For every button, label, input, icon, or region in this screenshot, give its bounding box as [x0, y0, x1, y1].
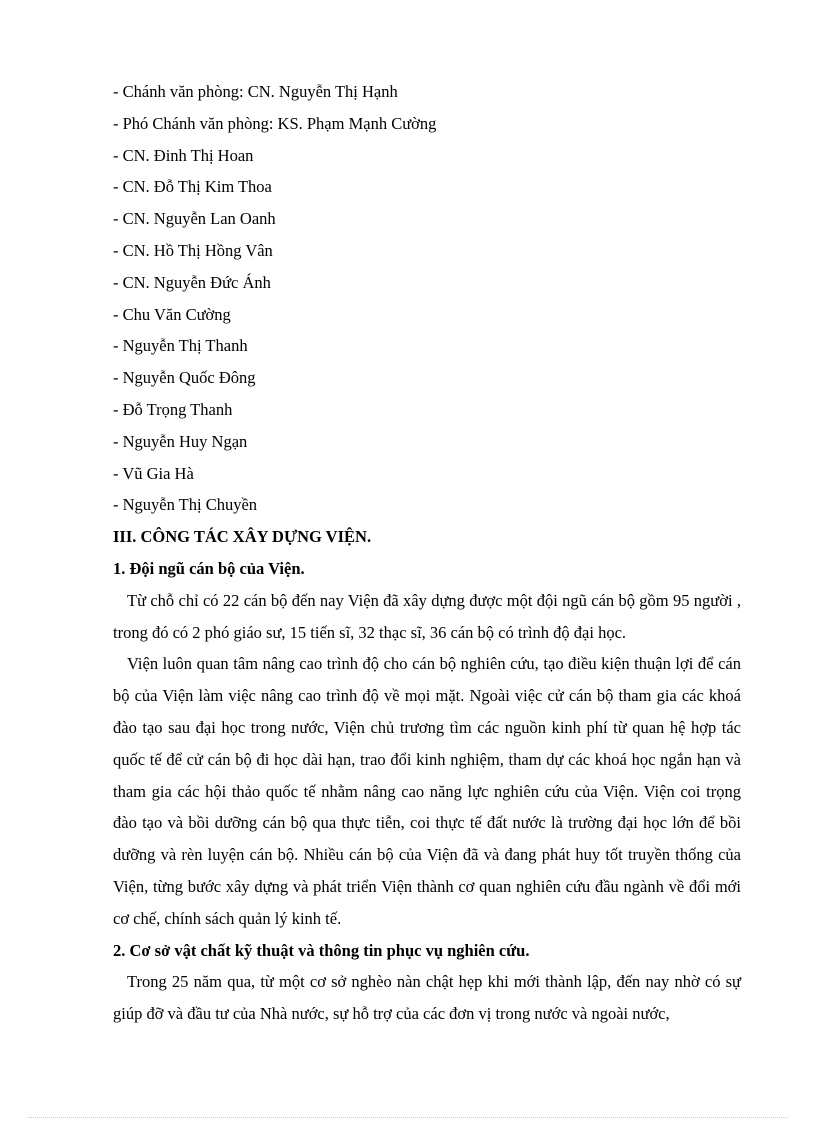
- staff-list-item: - Nguyễn Thị Thanh: [113, 336, 248, 356]
- document-body: [113, 76, 741, 1030]
- staff-list-item: - CN. Hồ Thị Hồng Vân: [113, 240, 273, 260]
- subsection-1-paragraph-2: Viện luôn quan tâm nâng cao trình độ cho cán bộ nghiên cứu, tạo điều kiện thuận lợi để cán bộ của Viện làm việc nâng cao trình độ về mọi mặt. Ngoài việc cử cán bộ tham gia các khoá đào tạo sau đại học trong nước, Viện chủ trương tìm các nguồn kinh phí từ quan hệ hợp tác quốc tế để cử cán bộ đi học dài hạn, trao đổi kinh nghiệm, tham dự các khoá học ngắn hạn và tham gia các hội thảo quốc tế nhằm nâng cao năng lực nghiên cứu của Viện. Viện coi trọng đào tạo và bồi dưỡng cán bộ qua thực tiễn, coi thực tế đất nước là trường đại học lớn để bồi dưỡng và rèn luyện cán bộ. Nhiều cán bộ của Viện đã và đang phát huy tốt truyền thống của Viện, từng bước xây dựng và phát triển Viện thành cơ quan nghiên cứu đầu ngành về đổi mới cơ chế, chính sách quản lý kinh tế.: [113, 654, 741, 928]
- staff-list-item: - Nguyễn Thị Chuyền: [113, 495, 258, 515]
- staff-list-item: - Nguyễn Huy Ngạn: [113, 431, 248, 451]
- staff-list-item: - Đỗ Trọng Thanh: [113, 399, 233, 419]
- page-bottom-divider: [28, 1117, 788, 1118]
- staff-list-item: - Vũ Gia Hà: [113, 463, 194, 483]
- staff-list: [113, 76, 741, 521]
- subsection-2-heading: 2. Cơ sở vật chất kỹ thuật và thông tin phục vụ nghiên cứu.: [113, 940, 530, 960]
- staff-list-item: - CN. Đinh Thị Hoan: [113, 145, 254, 165]
- staff-list-item: - Chánh văn phòng: CN. Nguyễn Thị Hạnh: [113, 82, 398, 101]
- staff-list-item: - CN. Nguyễn Đức Ánh: [113, 272, 271, 292]
- staff-list-item: - CN. Nguyễn Lan Oanh: [113, 209, 276, 229]
- staff-list-item: - Nguyễn Quốc Đông: [113, 368, 256, 388]
- section-heading: III. CÔNG TÁC XÂY DỰNG VIỆN.: [113, 527, 372, 547]
- staff-list-item: - Phó Chánh văn phòng: KS. Phạm Mạnh Cường: [113, 113, 437, 133]
- subsection-1-heading: 1. Đội ngũ cán bộ của Viện.: [113, 558, 305, 578]
- staff-list-item: - CN. Đỗ Thị Kim Thoa: [113, 177, 272, 197]
- subsection-2-paragraph-1: Trong 25 năm qua, từ một cơ sở nghèo nàn chật hẹp khi mới thành lập, đến nay nhờ có sự giúp đỡ và đầu tư của Nhà nước, sự hỗ trợ của các đơn vị trong nước và ngoài nước,: [113, 972, 741, 1024]
- staff-list-item: - Chu Văn Cường: [113, 304, 231, 324]
- subsection-1-paragraph-1: Từ chỗ chỉ có 22 cán bộ đến nay Viện đã xây dựng được một đội ngũ cán bộ gồm 95 người , trong đó có 2 phó giáo sư, 15 tiến sĩ, 32 thạc sĩ, 36 cán bộ có trình độ đại học.: [113, 590, 741, 642]
